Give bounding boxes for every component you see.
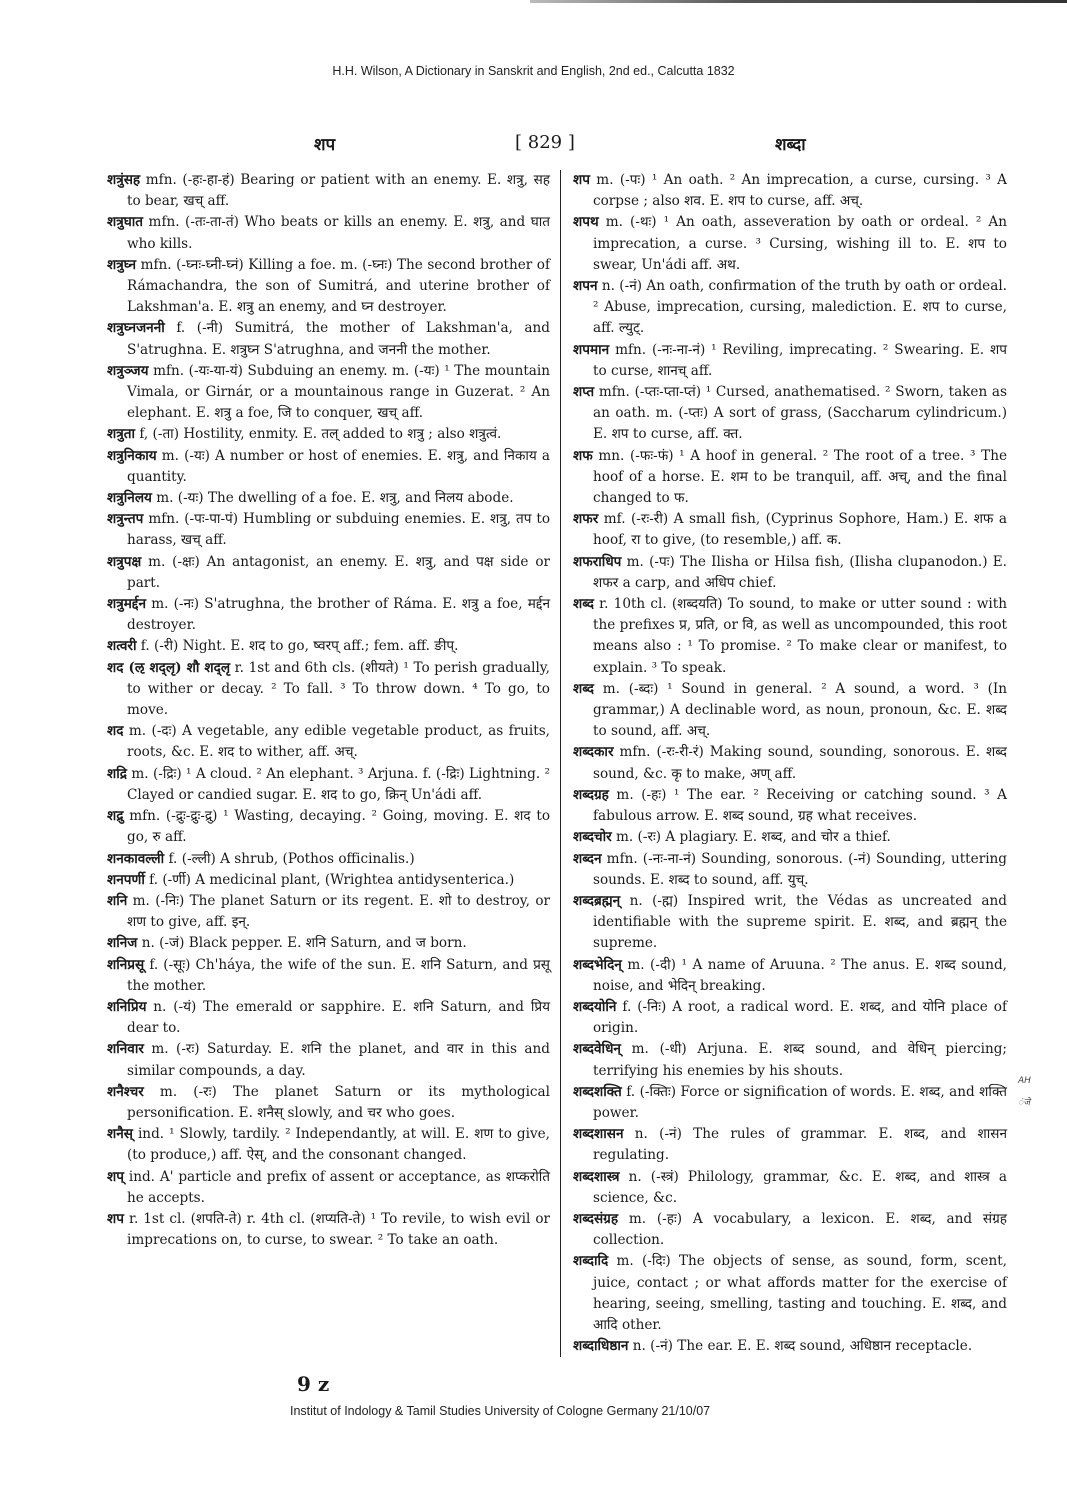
- headword: शब्दभेदिन्: [573, 956, 622, 973]
- headword: शब्दवेधिन्: [573, 1041, 621, 1058]
- headword: शपथ: [573, 214, 599, 231]
- page-body: [107, 170, 1007, 1419]
- definition: m. (-यः) The dwelling of a foe. E. शत्रु, and निलय abode.: [151, 490, 514, 507]
- dictionary-entry: [573, 679, 1007, 743]
- headword: शब्दशक्ति: [573, 1083, 622, 1100]
- dictionary-entry: [107, 361, 550, 425]
- dictionary-entry: [107, 997, 550, 1039]
- dictionary-entry: [573, 997, 1007, 1039]
- definition: m. (-द्रिः) ¹ A cloud. ² An elephant. ³ Arjuna. f. (-द्रिः) Lightning. ² Clayed or candied sugar. E. शद to go, क्रिन् Un'ádi aff.: [126, 765, 550, 803]
- margin-note: ंजे: [1018, 1098, 1031, 1108]
- headword: शनपर्णी: [107, 871, 145, 888]
- headword: शत्रुनिलय: [107, 490, 152, 507]
- definition: m. (-ब्दः) ¹ Sound in general. ² A sound, a word. ³ (In grammar,) A declinable word, as noun, pronoun, &c. E. शब्द to sound, aff. अच्.: [593, 680, 1007, 740]
- dictionary-entry: [573, 340, 1007, 382]
- headword: शनैश्चर: [107, 1083, 144, 1100]
- dictionary-entry: [107, 721, 550, 763]
- headword: शद्रि: [107, 765, 127, 782]
- definition: n. (-ह्म) Inspired writ, the Védas as uncreated and identifiable with the supreme spirit. E. शब्द, and ब्रह्मन् the supreme.: [593, 892, 1007, 952]
- definition: ind. A' particle and prefix of assent or acceptance, as शप्करोति he accepts.: [123, 1168, 550, 1206]
- headword: शनिप्रिय: [107, 998, 147, 1015]
- headword: शब्दादि: [573, 1253, 609, 1270]
- definition: r. 1st and 6th cls. (शीयते) ¹ To perish gradually, to wither or decay. ² To fall. ³ To throw down. ⁴ To go, to move.: [127, 659, 550, 719]
- definition: m. (-पः) The Ilisha or Hilsa fish, (Ilisha clupanodon.) E. शफर a carp, and अधिप chief.: [593, 553, 1007, 591]
- headword: शब्द: [573, 596, 594, 613]
- dictionary-entry: [107, 1082, 550, 1124]
- definition: f. (-सूः) Ch'háya, the wife of the sun. E. शनि Saturn, and प्रसू the mother.: [127, 956, 550, 994]
- definition: mfn. (-द्रुः-द्रुः-द्रु) ¹ Wasting, decaying. ² Going, moving. E. शद to go, रु aff.: [123, 808, 550, 846]
- dictionary-entry: [107, 424, 550, 445]
- definition: f. (-क्तिः) Force or signification of words. E. शब्द, and शक्ति power.: [593, 1083, 1007, 1121]
- definition: n. (-नं) The ear. E. E. शब्द sound, अधिष्ठान receptacle.: [628, 1338, 973, 1355]
- right-column: [560, 170, 1007, 1357]
- headword: शनिवार: [107, 1041, 144, 1058]
- definition: m. (-यः) A number or host of enemies. E. शत्रु, and निकाय a quantity.: [127, 447, 550, 485]
- dictionary-entry: [107, 318, 550, 360]
- headword: शत्रुमर्द्दन: [107, 596, 147, 613]
- headword: शफ: [573, 447, 593, 464]
- headword: शब्दसंग्रह: [573, 1210, 619, 1227]
- scan-edge-line: [530, 0, 1067, 3]
- dictionary-entry: [573, 276, 1007, 340]
- dictionary-entry: [573, 785, 1007, 827]
- dictionary-entry: [107, 1167, 550, 1209]
- dictionary-entry: [573, 594, 1007, 679]
- headword: शब्द: [573, 680, 594, 697]
- dictionary-entry: [107, 594, 550, 636]
- headword: शत्रुन्तप: [107, 511, 144, 528]
- headword: शब्दशास्त्र: [573, 1168, 620, 1185]
- dictionary-entry: [573, 382, 1007, 446]
- definition: m. (-पः) ¹ An oath. ² An imprecation, a curse, cursing. ³ A corpse ; also शव. E. शप to curse, aff. अच्.: [589, 172, 1007, 210]
- headword: शत्रुता: [107, 426, 136, 443]
- headword: शत्रुघ्न: [107, 256, 137, 273]
- margin-notes: [1018, 1075, 1058, 1109]
- dictionary-entry: [107, 1039, 550, 1081]
- definition: f. (-री) Night. E. शद to go, ष्वरप् aff.; fem. aff. ङीप्.: [136, 638, 459, 655]
- dictionary-entry: [573, 446, 1007, 510]
- dictionary-entry: [573, 742, 1007, 784]
- definition: n. (-यं) The emerald or sapphire. E. शनि Saturn, and प्रिय dear to.: [127, 998, 550, 1037]
- dictionary-entry: [107, 870, 550, 891]
- definition: mfn. (-रः-री-रं) Making sound, sounding, sonorous. E. शब्द sound, &c. कृ to make, अण् aff.: [593, 744, 1007, 782]
- definition: r. 1st cl. (शपति-ते) r. 4th cl. (शप्यति-ते) ¹ To revile, to wish evil or imprecations on, to curse, to swear. ² To take an oath.: [123, 1210, 550, 1249]
- headword: शत्वरी: [107, 638, 137, 655]
- dictionary-entry: [573, 509, 1007, 551]
- definition: mfn. (-नः-ना-नं) ¹ Reviling, imprecating. ² Swearing. E. शप to curse, शानच् aff.: [593, 341, 1007, 379]
- definition: n. (-स्त्रं) Philology, grammar, &c. E. शब्द, and शास्त्र a science, &c.: [593, 1168, 1007, 1206]
- dictionary-entry: [107, 212, 550, 254]
- definition: f. (-र्णी) A medicinal plant, (Wrightea antidysenterica.): [144, 871, 515, 888]
- headword: शनकावल्ली: [107, 850, 165, 867]
- definition: m. (-दः) A vegetable, any edible vegetable product, as fruits, roots, &c. E. शद to wither, aff. अच्.: [123, 723, 550, 761]
- definition: mfn. (-हः-हा-हं) Bearing or patient with an enemy. E. शत्रु, सह to bear, खच् aff.: [127, 172, 550, 210]
- headword: शपन: [573, 278, 598, 295]
- definition: m. (-दी) ¹ A name of Aruuna. ² The anus. E. शब्द sound, noise, and भेदिन् breaking.: [593, 956, 1007, 994]
- headword: शब्दन: [573, 850, 602, 867]
- definition: mfn. (-यः-या-यं) Subduing an enemy. m. (-यः) ¹ The mountain Vimala, or Girnár, or a mountainous range in Guzerat. ² An elephant. E. शत्रु a foe, जि to conquer, खच् aff.: [127, 362, 550, 422]
- headword: शद: [107, 723, 124, 740]
- headword: शद्रु: [107, 808, 124, 825]
- headword: शनिज: [107, 935, 138, 952]
- source-caption: H.H. Wilson, A Dictionary in Sanskrit and English, 2nd ed., Calcutta 1832: [332, 64, 735, 78]
- definition: r. 10th cl. (शब्दयति) To sound, to make or utter sound : with the prefixes प्र, प्रति, or वि, as well as uncompounded, this root means also : ¹ To promise. ² To make clear or manifest, to explain. ³ To speak.: [593, 596, 1007, 676]
- definition: f, (-ता) Hostility, enmity. E. तल् added to शत्रु ; also शत्रुत्वं.: [135, 426, 502, 443]
- headword: शनि: [107, 892, 128, 909]
- dictionary-entry: [573, 1039, 1007, 1081]
- dictionary-entry: [573, 1082, 1007, 1124]
- dictionary-entry: [573, 170, 1007, 212]
- dictionary-entry: [573, 1124, 1007, 1166]
- headword: शप: [573, 172, 590, 188]
- definition: mf. (-रः-री) A small fish, (Cyprinus Sophore, Ham.) E. शफ a hoof, रा to give, (to resemble,) aff. क.: [593, 511, 1007, 549]
- headword: शब्दाधिष्ठान: [573, 1338, 629, 1355]
- headword: शब्दयोनि: [573, 998, 617, 1015]
- page-number: [ 829 ]: [515, 132, 575, 153]
- headword: शप: [107, 1210, 124, 1227]
- dictionary-entry: [573, 1167, 1007, 1209]
- definition: f. (-निः) A root, a radical word. E. शब्द, and योनि place of origin.: [593, 998, 1007, 1037]
- definition: m. (-रः) Saturday. E. शनि the planet, and वार in this and similar compounds, a day.: [127, 1041, 550, 1079]
- headword: शत्रुंसह: [107, 172, 141, 188]
- dictionary-entry: [107, 933, 550, 954]
- dictionary-entry: [107, 552, 550, 594]
- definition: m. (-नः) S'atrughna, the brother of Ráma. E. शत्रु a foe, मर्द्दन destroyer.: [127, 596, 550, 634]
- definition: mfn. (-तः-ता-तं) Who beats or kills an enemy. E. शत्रु, and घात who kills.: [127, 214, 550, 252]
- definition: n. (-जं) Black pepper. E. शनि Saturn, and ज born.: [137, 935, 467, 952]
- definition: n. (-नं) An oath, confirmation of the truth by oath or ordeal. ² Abuse, imprecation, cursing, malediction. E. शप to curse, aff. ल्युट्.: [593, 278, 1007, 337]
- dictionary-entry: [107, 658, 550, 722]
- headword: शब्दकार: [573, 744, 614, 761]
- headword: शपमान: [573, 341, 610, 358]
- definition: m. (-दिः) The objects of sense, as sound, form, scent, juice, contact ; or what affords matter for the exercise of hearing, seeing, smelling, tasting and touching. E. शब्द, and आदि other.: [593, 1253, 1007, 1333]
- dictionary-entry: [573, 955, 1007, 997]
- definition: m. (-रः) A plagiary. E. शब्द, and चोर a thief.: [611, 829, 891, 846]
- dictionary-entry: [107, 255, 550, 319]
- dictionary-entry: [107, 806, 550, 848]
- definition: m. (-क्षः) An antagonist, an enemy. E. शत्रु, and पक्ष side or part.: [127, 553, 550, 591]
- signature-mark: 9 z: [297, 1372, 330, 1397]
- dictionary-entry: [107, 488, 550, 509]
- dictionary-entry: [107, 891, 550, 933]
- dictionary-entry: [107, 446, 550, 488]
- two-column-text: [107, 170, 1007, 1357]
- dictionary-entry: [107, 509, 550, 551]
- left-column: [107, 170, 560, 1357]
- definition: mfn. (-पः-पा-पं) Humbling or subduing enemies. E. शत्रु, तप to harass, खच् aff.: [127, 511, 550, 549]
- dictionary-entry: [573, 1251, 1007, 1336]
- dictionary-entry: [573, 1209, 1007, 1251]
- definition: f. (-नी) Sumitrá, the mother of Lakshman'a, and S'atrughna. E. शत्रुघ्न S'atrughna, and जननी the mother.: [127, 320, 550, 358]
- definition: m. (-रः) The planet Saturn or its mythological personification. E. शनैस् slowly, and चर who goes.: [127, 1083, 550, 1121]
- dictionary-entry: [573, 212, 1007, 276]
- definition: m. (-हः) A vocabulary, a lexicon. E. शब्द, and संग्रह collection.: [593, 1210, 1007, 1249]
- headword: शप्त: [573, 384, 595, 401]
- headword: शब्दशासन: [573, 1126, 624, 1143]
- definition: mfn. (-घ्नः-घ्नी-घ्नं) Killing a foe. m. (-घ्नः) The second brother of Rámachandra, the son of Sumitrá, and uterine brother of Lakshman'a. E. शत्रु an enemy, and घ्न destroyer.: [127, 256, 550, 316]
- definition: ind. ¹ Slowly, tardily. ² Independantly, at will. E. शण to give, (to produce,) aff. ऐस्, and the consonant changed.: [127, 1126, 550, 1164]
- definition: n. (-नं) The rules of grammar. E. शब्द, and शासन regulating.: [593, 1126, 1007, 1164]
- dictionary-entry: [107, 1124, 550, 1166]
- definition: m. (-धी) Arjuna. E. शब्द sound, and वेधिन् piercing; terrifying his enemies by his shouts.: [593, 1041, 1007, 1079]
- dictionary-entry: [573, 1336, 1007, 1357]
- dictionary-entry: [573, 849, 1007, 891]
- headword: शप्: [107, 1168, 124, 1185]
- definition: mfn. (-प्तः-प्ता-प्तं) ¹ Cursed, anathematised. ² Sworn, taken as an oath. m. (-प्तः) A sort of grass, (Saccharum cylindricum.) E. शप to curse, aff. क्त.: [593, 384, 1007, 443]
- definition: f. (-ल्ली) A shrub, (Pothos officinalis.): [164, 850, 415, 867]
- dictionary-entry: [107, 170, 550, 212]
- headword: शफर: [573, 511, 599, 528]
- dictionary-entry: [107, 1209, 550, 1251]
- headword: शत्रुञ्जय: [107, 362, 149, 379]
- page-bottom: [107, 1371, 1007, 1419]
- headword: शनैस्: [107, 1126, 133, 1143]
- headword: शनिप्रसू: [107, 956, 145, 973]
- dictionary-entry: [573, 891, 1007, 955]
- dictionary-entry: [107, 636, 550, 657]
- margin-note: AH: [1018, 1076, 1031, 1086]
- headword: शत्रुनिकाय: [107, 447, 157, 464]
- headword: शफराधिप: [573, 553, 622, 570]
- dictionary-entry: [573, 552, 1007, 594]
- dictionary-entry: [107, 849, 550, 870]
- headword: शत्रुपक्ष: [107, 553, 142, 570]
- headword: शब्दग्रह: [573, 786, 609, 803]
- dictionary-entry: [107, 955, 550, 997]
- definition: mfn. (-नः-ना-नं) Sounding, sonorous. (-नं) Sounding, uttering sounds. E. शब्द to sound, aff. युच्.: [593, 850, 1007, 888]
- definition: m. (-निः) The planet Saturn or its regent. E. शो to destroy, or शण to give, aff. इन्.: [127, 892, 550, 931]
- headword: शत्रुघात: [107, 214, 144, 231]
- headword: शत्रुघ्नजननी: [107, 320, 165, 337]
- running-head-right: शब्दा: [775, 135, 806, 155]
- dictionary-entry: [573, 827, 1007, 848]
- running-head-left: शप: [314, 135, 336, 155]
- dictionary-entry: [107, 764, 550, 806]
- headword: शद (ऌ शद्लृ) शौ शद्लृ: [107, 659, 231, 676]
- footer-credit: Institut of Indology & Tamil Studies University of Cologne Germany 21/10/07: [290, 1404, 711, 1419]
- definition: m. (-हः) ¹ The ear. ² Receiving or catching sound. ³ A fabulous arrow. E. शब्द sound, ग्रह what receives.: [593, 786, 1007, 825]
- definition: m. (-थः) ¹ An oath, asseveration by oath or ordeal. ² An imprecation, a curse. ³ Cursing, wishing ill to. E. शप to swear, Un'ádi aff. अथ.: [593, 214, 1007, 273]
- headword: शब्दचोर: [573, 829, 612, 846]
- headword: शब्दब्रह्मन्: [573, 892, 621, 909]
- definition: mn. (-फः-फं) ¹ A hoof in general. ² The root of a tree. ³ The hoof of a horse. E. शम to be tranquil, aff. अच्, and the final changed to फ.: [592, 447, 1007, 507]
